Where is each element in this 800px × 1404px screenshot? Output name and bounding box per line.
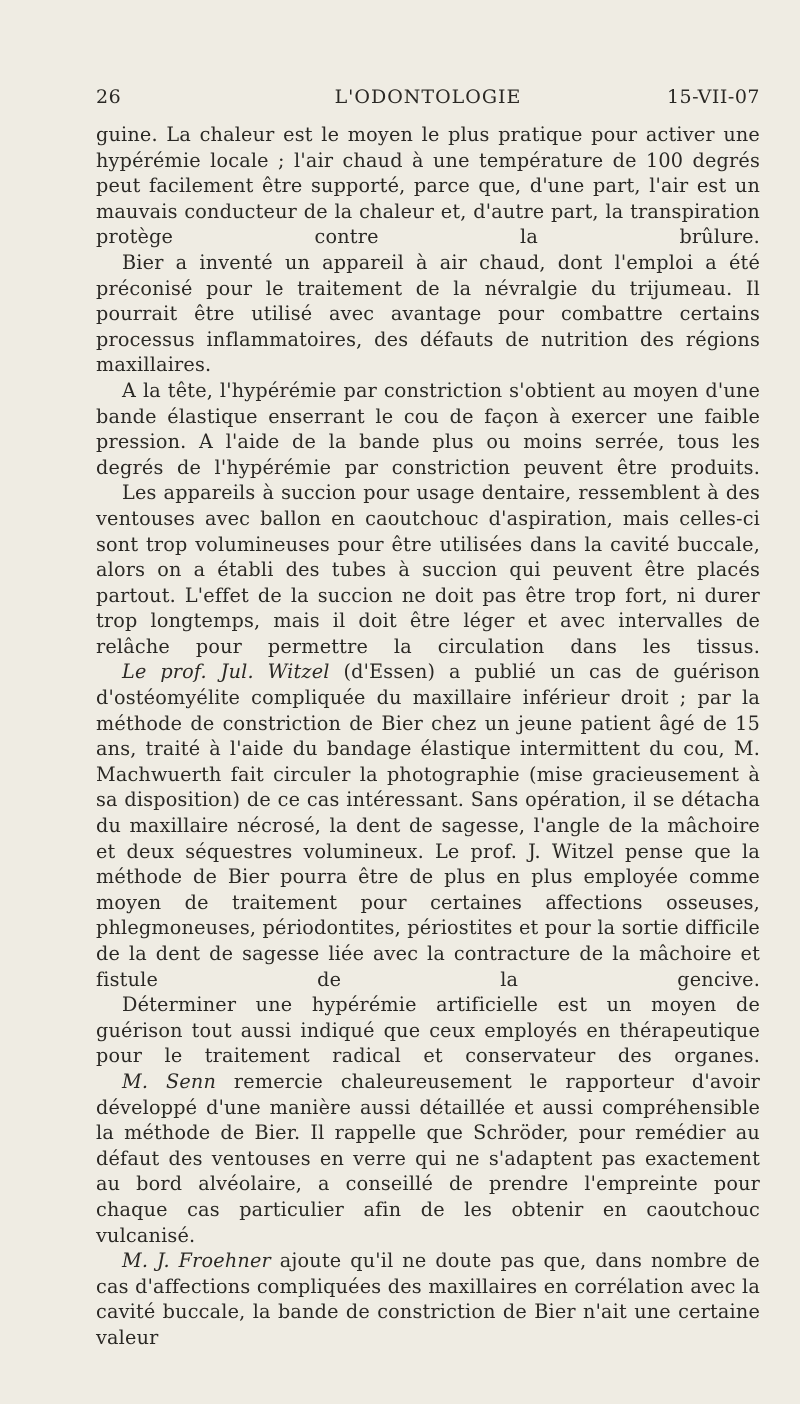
paragraph: Les appareils à succion pour usage dentaire, ressemblent à des ventouses avec ballon en caoutchouc d'aspiration, mais celles-ci sont trop volumineuses pour être utilisées dans la cavité buccale, alors on a établi des tubes à succion qui peuvent être placés partout. L'effet de la succion ne doit pas être trop fort, ni durer trop longtemps, mais il doit être léger et avec intervalles de relâche pour permettre la circulation dans les tissus. [96,481,760,658]
journal-title: L'ODONTOLOGIE [334,86,522,108]
paragraph: M. Senn remercie chaleureusement le rapporteur d'avoir développé d'une manière aussi détaillée et aussi compréhensible la méthode de Bier. Il rappelle que Schröder, pour remédier au défaut des ventouses en verre qui ne s'adaptent pas exactement au bord alvéolaire, a conseillé de prendre l'empreinte pour chaque cas particulier afin de les obtenir en caoutchouc vulcanisé. [96,1069,760,1247]
running-header [96,86,760,114]
paragraph: A la tête, l'hypérémie par constriction s'obtient au moyen d'une bande élastique enserrant le cou de façon à exercer une faible pression. A l'aide de la bande plus ou moins serrée, tous les degrés de l'hypérémie par constriction peuvent être produits. [96,378,760,479]
speaker-name: M. Senn [122,1069,217,1093]
speaker-name: M. J. Froehner [122,1249,271,1273]
paragraph: M. J. Froehner ajoute qu'il ne doute pas que, dans nombre de cas d'affections compliquées des maxillaires en corrélation avec la cavité buccale, la bande de constriction de Bier n'ait une certaine valeur [96,1249,760,1349]
paragraph: Bier a inventé un appareil à air chaud, dont l'emploi a été préconisé pour le traitement de la névralgie du trijumeau. Il pourrait être utilisé avec avantage pour combattre certains processus inflammatoires, des défauts de nutrition des régions maxillaires. [96,250,760,377]
page-number: 26 [96,86,122,108]
article-body [96,122,760,1351]
speaker-name: Le prof. Jul. Witzel [122,660,330,684]
paragraph: Le prof. Jul. Witzel (d'Essen) a publié un cas de guérison d'ostéomyélite compliquée du maxillaire inférieur droit ; par la méthode de constriction de Bier chez un jeune patient âgé de 15 ans, traité à l'aide du bandage élastique intermittent du cou, M. Machwuerth fait circuler la photographie (mise gracieusement à sa disposition) de ce cas intéressant. Sans opération, il se détacha du maxillaire nécrosé, la dent de sagesse, l'angle de la mâchoire et deux séquestres volumineux. Le prof. J. Witzel pense que la méthode de Bier pourra être de plus en plus employée comme moyen de traitement pour certaines affections osseuses, phlegmoneuses, périodontites, périostites et pour la sortie difficile de la dent de sagesse liée avec la contracture de la mâchoire et fistule de la gencive. [96,660,760,991]
paragraph: Déterminer une hypérémie artificielle est un moyen de guérison tout aussi indiqué que ceux employés en thérapeutique pour le traitement radical et conservateur des organes. [96,993,760,1068]
issue-date: 15-VII-07 [666,86,760,108]
paragraph: guine. La chaleur est le moyen le plus pratique pour activer une hypérémie locale ; l'air chaud à une température de 100 degrés peut facilement être supporté, parce que, d'une part, l'air est un mauvais conducteur de la chaleur et, d'autre part, la transpiration protège contre la brûlure. [96,123,760,249]
